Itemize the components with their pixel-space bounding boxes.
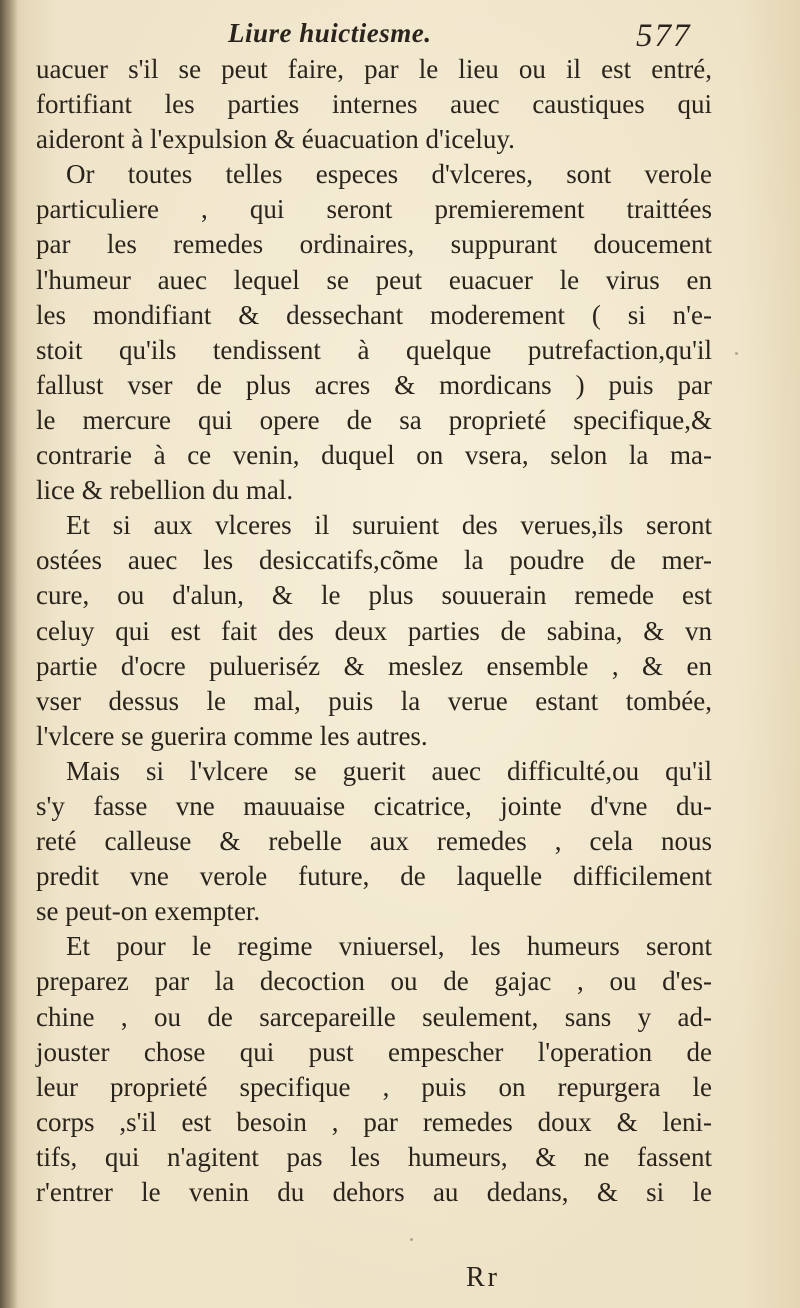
text-line: l'vlcere se guerira comme les autres. — [36, 720, 428, 751]
text-line: reté calleuse & rebelle aux remedes , cela nous — [36, 826, 712, 857]
text-line: s'y fasse vne mauuaise cicatrice, jointe d'vne du- — [36, 790, 712, 821]
binding-gutter — [0, 0, 18, 1308]
paper-speck — [410, 1238, 413, 1241]
text-line: corps ,s'il est besoin , par remedes doux & leni- — [36, 1106, 712, 1137]
text-line: ostées auec les desiccatifs,cõme la poudre de mer- — [36, 545, 712, 576]
text-line: preparez par la decoction ou de gajac , ou d'es- — [36, 966, 712, 997]
text-line: Or toutes telles especes d'vlceres, sont verole — [66, 159, 712, 190]
text-line: cure, ou d'alun, & le plus souuerain remede est — [36, 580, 712, 611]
text-line: celuy qui est fait des deux parties de sabina, & vn — [36, 615, 712, 646]
text-line: le mercure qui opere de sa proprieté specifique,& — [36, 404, 712, 435]
text-line: par les remedes ordinaires, suppurant doucement — [36, 229, 712, 260]
text-line: partie d'ocre pulueriséz & meslez ensemble , & en — [36, 650, 712, 681]
text-line: les mondifiant & dessechant moderement ( si n'e- — [36, 299, 712, 330]
paper-speck — [603, 518, 606, 521]
text-line: Et pour le regime vniuersel, les humeurs seront — [66, 931, 712, 962]
running-title: Liure huictiesme. — [228, 18, 432, 48]
text-line: predit vne verole future, de laquelle difficilement — [36, 861, 712, 892]
text-line: leur proprieté specifique , puis on repurgera le — [36, 1071, 712, 1102]
text-line: chine , ou de sarcepareille seulement, sans y ad- — [36, 1001, 712, 1032]
text-line: lice & rebellion du mal. — [36, 475, 294, 506]
text-line: Et si aux vlceres il suruient des verues,ils seront — [66, 510, 712, 541]
text-line: contrarie à ce venin, duquel on vsera, selon la ma- — [36, 440, 712, 471]
text-line: fortifiant les parties internes auec caustiques qui — [36, 89, 712, 120]
text-line: r'entrer le venin du dehors au dedans, & si le — [36, 1177, 712, 1207]
text-line: particuliere , qui seront premierement traittées — [36, 194, 712, 225]
text-line: uacuer s'il se peut faire, par le lieu ou il est entré, — [36, 54, 712, 84]
text-line: jouster chose qui pust empescher l'operation de — [36, 1036, 712, 1067]
page-number: 577 — [636, 18, 692, 54]
body-text — [36, 52, 712, 1210]
text-line: se peut-on exempter. — [36, 896, 261, 927]
text-line: aideront à l'expulsion & éuacuation d'iceluy. — [36, 124, 515, 155]
text-line: Mais si l'vlcere se guerit auec difficulté,ou qu'il — [66, 755, 712, 786]
signature-mark: Rr — [466, 1262, 500, 1293]
text-line: l'humeur auec lequel se peut euacuer le virus en — [36, 264, 712, 295]
text-line: fallust vser de plus acres & mordicans ) puis par — [36, 369, 712, 400]
text-line: vser dessus le mal, puis la verue estant tombée, — [36, 685, 712, 716]
text-line: stoit qu'ils tendissent à quelque putrefaction,qu'il — [36, 334, 712, 365]
text-line: tifs, qui n'agitent pas les humeurs, & ne fassent — [36, 1141, 712, 1172]
paper-speck — [735, 352, 738, 355]
